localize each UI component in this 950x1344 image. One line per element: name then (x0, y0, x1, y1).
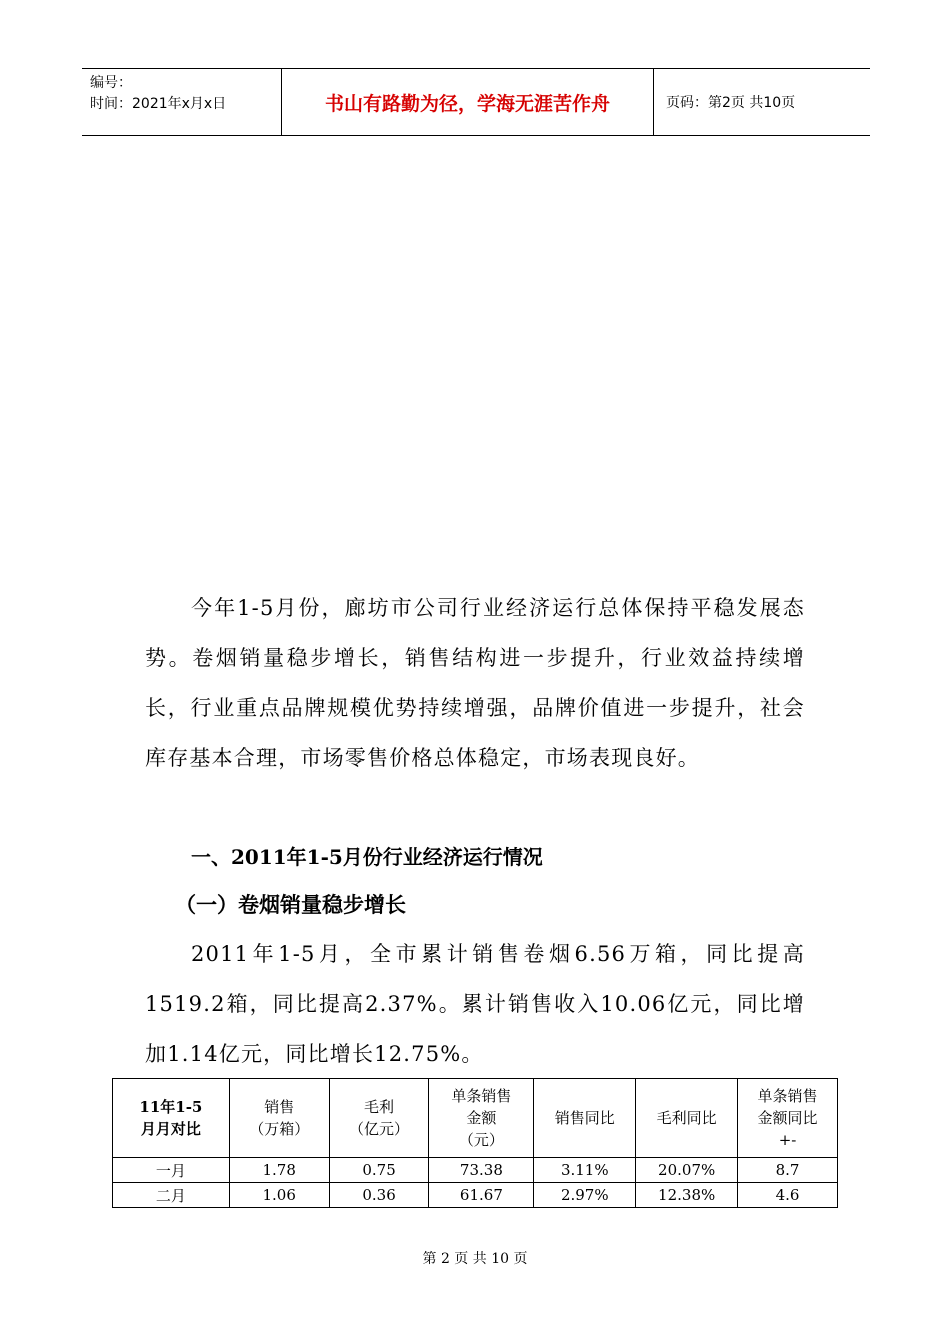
header-page-info: 页码：第2页 共10页 (666, 95, 796, 111)
table-cell: 4.6 (738, 1183, 838, 1208)
table-cell: 1.06 (229, 1183, 329, 1208)
table-cell: 73.38 (429, 1158, 534, 1183)
table-cell: 2.97% (534, 1183, 636, 1208)
table-cell: 3.11% (534, 1158, 636, 1183)
table-header-cell: 销售 （万箱） (229, 1079, 329, 1158)
table-cell: 二月 (113, 1183, 230, 1208)
table-header-cell: 单条销售 金额同比 +- (738, 1079, 838, 1158)
table-cell: 12.38% (636, 1183, 738, 1208)
section-heading: 一、2011年1-5月份行业经济运行情况 (191, 845, 543, 869)
header-motto: 书山有路勤为径，学海无涯苦作舟 (282, 69, 654, 135)
intro-paragraph: 今年1-5月份，廊坊市公司行业经济运行总体保持平稳发展态势。卷烟销量稳步增长，销售结构进一步提升，行业效益持续增长，行业重点品牌规模优势持续增强，品牌价值进一步提升，社会库存基本合理，市场零售价格总体稳定，市场表现良好。 (145, 596, 805, 770)
table-header-cell: 销售同比 (534, 1079, 636, 1158)
table-header-cell: 毛利同比 (636, 1079, 738, 1158)
table-row (113, 1183, 838, 1208)
table-cell: 20.07% (636, 1158, 738, 1183)
table-row (113, 1158, 838, 1183)
table-cell: 1.78 (229, 1158, 329, 1183)
subsection-heading: （一）卷烟销量稳步增长 (175, 892, 406, 917)
table-cell: 0.36 (329, 1183, 429, 1208)
header-meta (82, 69, 282, 135)
table-header-cell: 毛利 （亿元） (329, 1079, 429, 1158)
document-time-label: 时间：2021年x月x日 (90, 96, 227, 112)
table-header-cell: 单条销售 金额 （元） (429, 1079, 534, 1158)
document-number-label: 编号： (90, 75, 132, 91)
table-header-row (113, 1079, 838, 1158)
table-cell: 8.7 (738, 1158, 838, 1183)
table-header-cell: 11年1-5 月月对比 (113, 1079, 230, 1158)
table-cell: 61.67 (429, 1183, 534, 1208)
table-cell: 0.75 (329, 1158, 429, 1183)
sales-comparison-table (112, 1078, 838, 1208)
page-footer: 第 2 页 共 10 页 (422, 1251, 528, 1267)
table-cell: 一月 (113, 1158, 230, 1183)
page-header (82, 68, 870, 136)
sales-paragraph: 2011年1-5月，全市累计销售卷烟6.56万箱，同比提高1519.2箱，同比提高2.37%。累计销售收入10.06亿元，同比增加1.14亿元，同比增长12.75%。 (145, 942, 805, 1066)
